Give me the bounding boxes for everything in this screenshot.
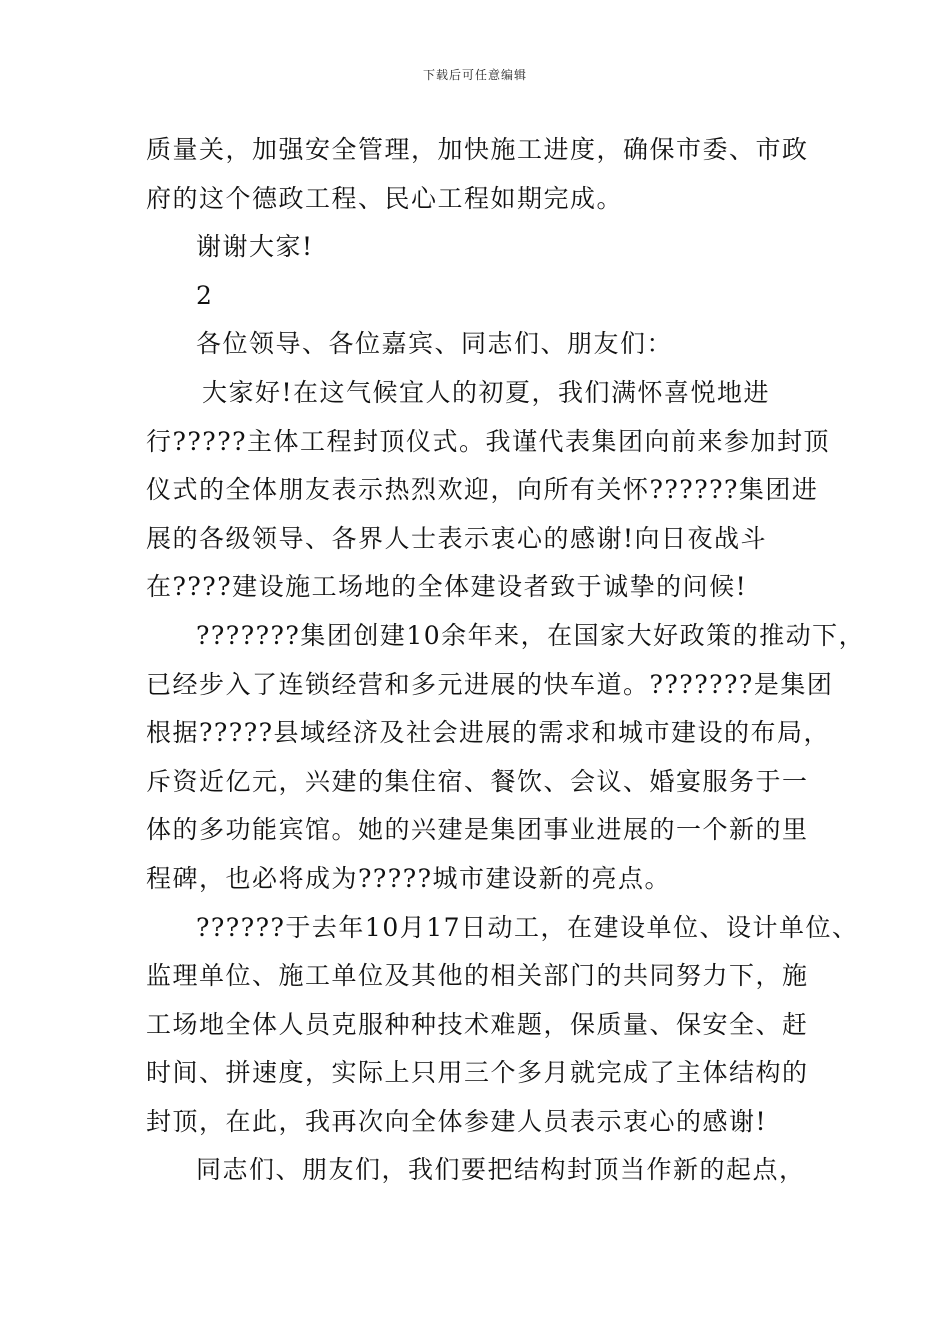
text-line: 在????建设施工场地的全体建设者致于诚挚的问候!	[146, 572, 748, 602]
page-header: 下载后可任意编辑	[422, 68, 527, 82]
text-line: 府的这个德政工程、民心工程如期完成。	[146, 183, 624, 213]
text-line: 时间、拼速度，实际上只用三个多月就完成了主体结构的	[146, 1058, 809, 1088]
text-line: 行?????主体工程封顶仪式。我谨代表集团向前来参加封顶	[146, 426, 831, 456]
text-line: 2	[196, 280, 214, 310]
text-line: 展的各级领导、各界人士表示衷心的感谢!向日夜战斗	[146, 523, 768, 553]
text-line: 工场地全体人员克服种种技术难题，保质量、保安全、赶	[146, 1009, 809, 1039]
text-line: 各位领导、各位嘉宾、同志们、朋友们：	[196, 329, 674, 359]
text-line: ???????集团创建10余年来，在国家大好政策的推动下，	[196, 620, 866, 650]
text-line: 程碑，也必将成为?????城市建设新的亮点。	[146, 863, 672, 893]
text-line: 同志们、朋友们，我们要把结构封顶当作新的起点，	[196, 1155, 806, 1185]
text-line: 谢谢大家!	[196, 232, 314, 262]
text-line: 体的多功能宾馆。她的兴建是集团事业进展的一个新的里	[146, 815, 809, 845]
document-body	[146, 126, 866, 1195]
text-line: 已经步入了连锁经营和多元进展的快车道。???????是集团	[146, 669, 834, 699]
text-line: 大家好!在这气候宜人的初夏，我们满怀喜悦地进	[202, 377, 771, 407]
text-line: 仪式的全体朋友表示热烈欢迎，向所有关怀??????集团进	[146, 475, 819, 505]
text-line: 质量关，加强安全管理，加快施工进度，确保市委、市政	[146, 135, 809, 164]
text-line: 监理单位、施工单位及其他的相关部门的共同努力下，施	[146, 961, 809, 991]
text-line: 根据?????县域经济及社会进展的需求和城市建设的布局，	[146, 718, 831, 748]
text-line: 封顶，在此，我再次向全体参建人员表示衷心的感谢!	[146, 1106, 768, 1136]
text-line: ??????于去年10月17日动工，在建设单位、设计单位、	[196, 912, 859, 942]
text-line: 斥资近亿元，兴建的集住宿、餐饮、会议、婚宴服务于一	[146, 766, 809, 796]
